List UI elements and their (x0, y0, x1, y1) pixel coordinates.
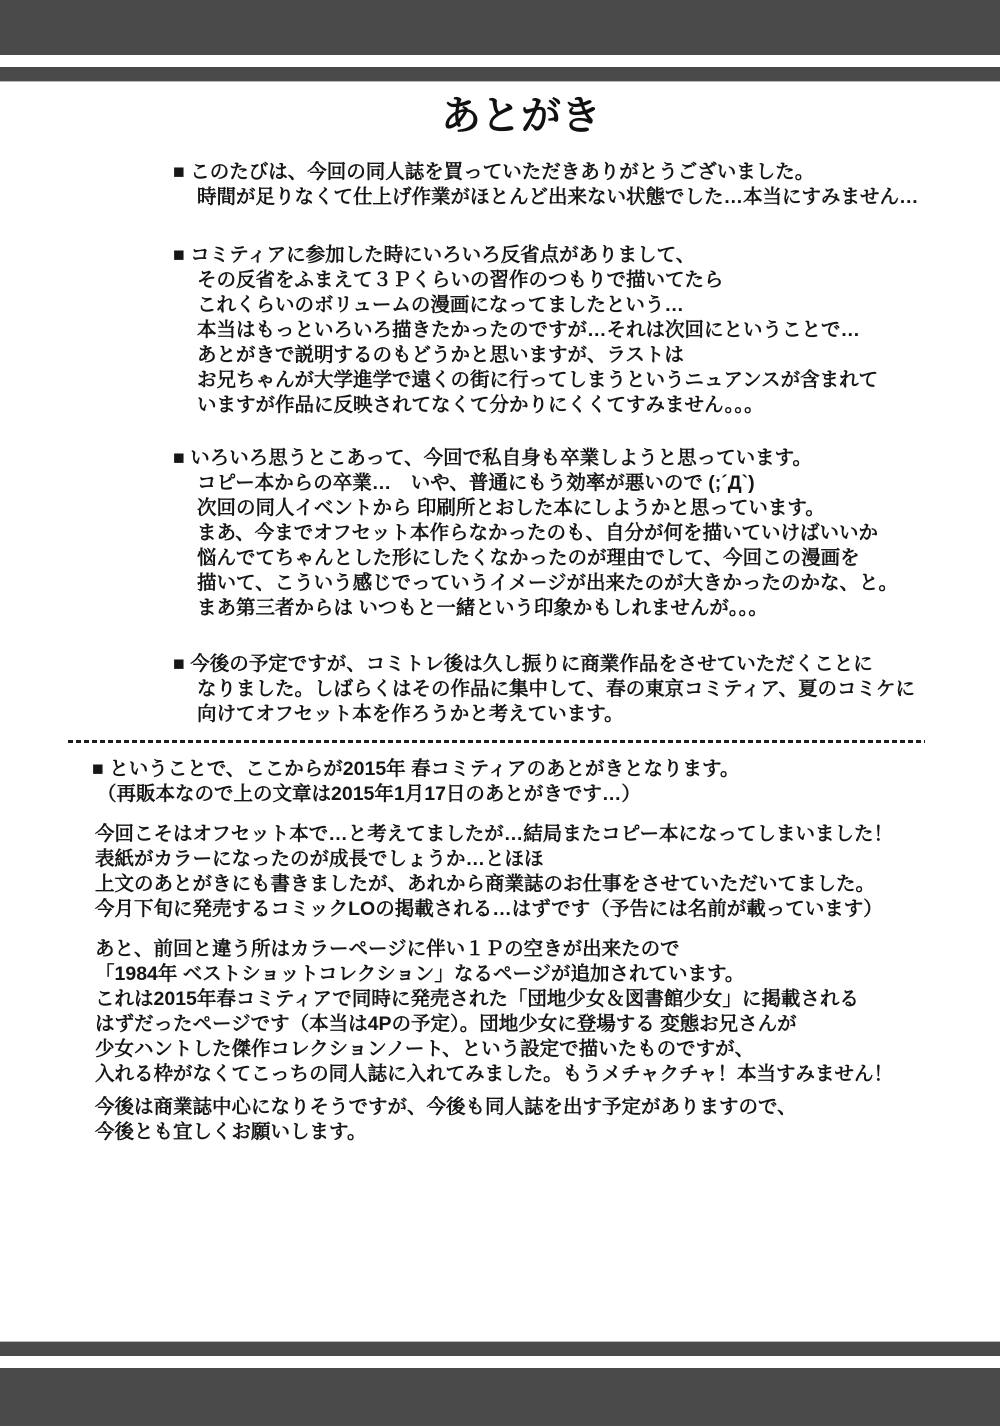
text-line: はずだったページです（本当は4Pの予定）。団地少女に登場する 変態お兄さんが (95, 1013, 797, 1035)
text-line: その反省をふまえて３Ｐくらいの習作のつもりで描いてたら (197, 269, 724, 291)
text-line: 時間が足りなくて仕上げ作業がほとんど出来ない状態でした…本当にすみません… (197, 186, 919, 208)
dashed-divider (68, 740, 925, 743)
text-line: 「1984年 ベストショットコレクション」なるページが追加されています。 (95, 963, 745, 985)
text-line: （再販本なので上の文章は2015年1月17日のあとがきです…） (97, 783, 641, 805)
text-line: これくらいのボリュームの漫画になってましたという… (197, 294, 684, 316)
text-line: 向けてオフセット本を作ろうかと考えています。 (197, 703, 624, 725)
text-line: 悩んでてちゃんとした形にしたくなかったのが理由でして、今回この漫画を (197, 547, 860, 569)
text-line: ■ 今後の予定ですが、コミトレ後は久し振りに商業作品をさせていただくことに (173, 653, 873, 675)
text-line: 入れる枠がなくてこっちの同人誌に入れてみました。もうメチャクチャ！本当すみません！ (95, 1063, 893, 1085)
text-line: あと、前回と違う所はカラーページに伴い１Ｐの空きが出来たので (95, 938, 680, 960)
paragraph-2015-spring-intro (92, 757, 739, 807)
text-line: 今後は商業誌中心になりそうですが、今後も同人誌を出す予定がありますので、 (95, 1096, 797, 1118)
paragraph-thanks (173, 160, 919, 210)
bottom-thick-bar (0, 1368, 1000, 1426)
paragraph-graduation-copybon (173, 446, 898, 621)
text-line: いますが作品に反映されてなくて分かりにくくてすみません。。。 (197, 394, 764, 416)
text-line: 本当はもっといろいろ描きたかったのですが…それは次回にということで… (197, 319, 861, 341)
paragraph-future-plans (173, 652, 915, 727)
paragraph-1984-bestshot (95, 937, 893, 1087)
text-line: ■ このたびは、今回の同人誌を買っていただきありがとうございました。 (173, 161, 815, 183)
top-thin-bar (0, 67, 1000, 82)
text-line: これは2015年春コミティアで同時に発売された「団地少女＆図書館少女」に掲載される (95, 988, 859, 1010)
page-title: あとがき (441, 94, 601, 138)
text-line: 上文のあとがきにも書きましたが、あれから商業誌のお仕事をさせていただいてました。 (95, 873, 876, 895)
text-line: なりました。しばらくはその作品に集中して、春の東京コミティア、夏のコミケに (197, 678, 915, 700)
text-line: まあ第三者からは いつもと一緒という印象かもしれませんが。。。 (197, 597, 768, 619)
text-line: あとがきで説明するのもどうかと思いますが、ラストは (197, 344, 684, 366)
text-line: 今月下旬に発売するコミックLOの掲載される…はずです（予告には名前が載っています） (95, 898, 883, 920)
paragraph-copybon-again (95, 822, 893, 922)
text-line: 表紙がカラーになったのが成長でしょうか…とほほ (95, 848, 544, 870)
text-line: コピー本からの卒業… いや、普通にもう効率が悪いので (;´Д`) (197, 472, 755, 494)
text-line: 次回の同人イベントから 印刷所とおした本にしようかと思っています。 (197, 497, 825, 519)
text-line: お兄ちゃんが大学進学で遠くの街に行ってしまうというニュアンスが含まれて (197, 369, 879, 391)
top-thick-bar (0, 0, 1000, 55)
paragraph-closing (95, 1095, 797, 1145)
text-line: 今後とも宜しくお願いします。 (95, 1121, 367, 1143)
text-line: 少女ハントした傑作コレクションノート、という設定で描いたものですが、 (95, 1038, 755, 1060)
text-line: 描いて、こういう感じでっていうイメージが出来たのが大きかったのかな、と。 (197, 572, 899, 594)
text-line: まあ、今までオフセット本作らなかったのも、自分が何を描いていけばいいか (197, 522, 878, 544)
text-line: ■ いろいろ思うとこあって、今回で私自身も卒業しようと思っています。 (173, 447, 813, 469)
text-line: ■ ということで、ここからが2015年 春コミティアのあとがきとなります。 (92, 758, 740, 780)
text-line: 今回こそはオフセット本で…と考えてましたが…結局またコピー本になってしまいました！ (95, 823, 893, 845)
text-line: ■ コミティアに参加した時にいろいろ反省点がありまして、 (173, 244, 696, 266)
bottom-thin-bar (0, 1341, 1000, 1356)
paragraph-comitia-reflection (173, 243, 878, 418)
